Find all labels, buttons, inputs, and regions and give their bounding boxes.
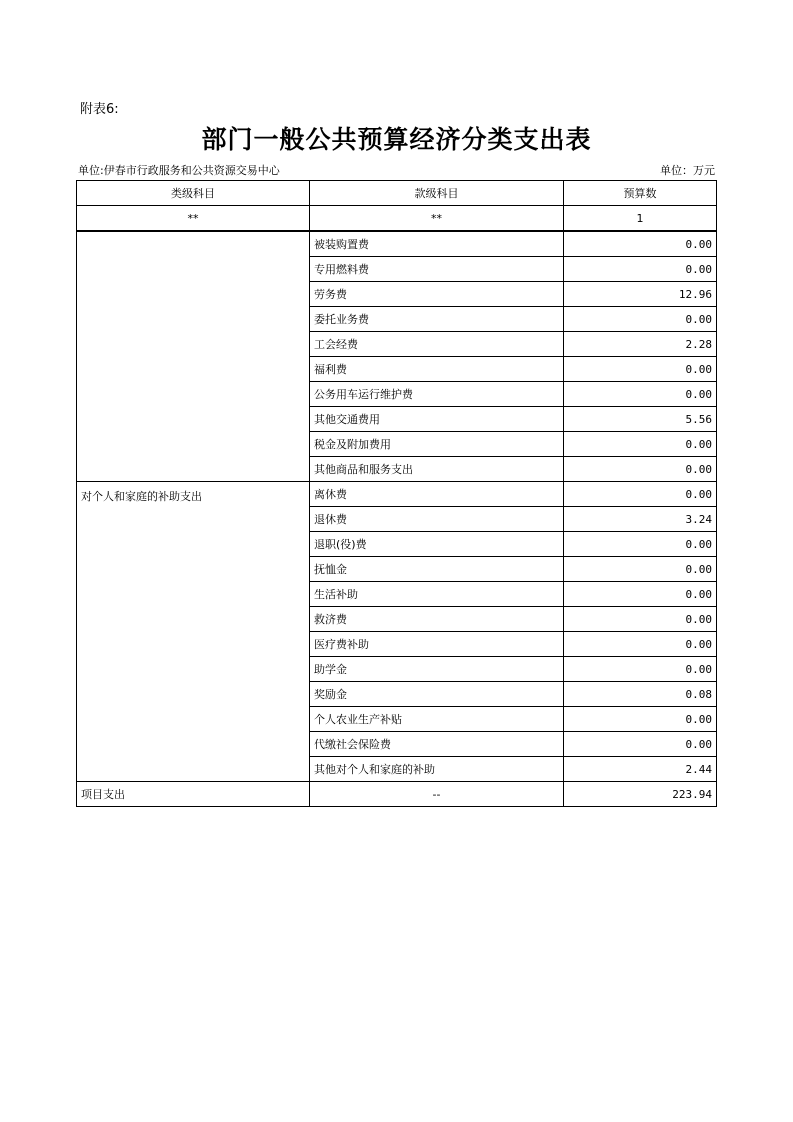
amount-cell: 0.00 xyxy=(564,357,717,382)
item-name-cell: 奖励金 xyxy=(310,682,564,707)
amount-cell: 3.24 xyxy=(564,507,717,532)
table-row xyxy=(77,231,717,257)
amount-cell: 0.00 xyxy=(564,432,717,457)
project-expense-row xyxy=(77,782,717,807)
amount-cell: 0.00 xyxy=(564,632,717,657)
amount-cell: 0.00 xyxy=(564,307,717,332)
unit-currency: 单位：万元 xyxy=(660,164,715,177)
item-name-cell: 劳务费 xyxy=(310,282,564,307)
item-name-cell: 抚恤金 xyxy=(310,557,564,582)
amount-cell: 5.56 xyxy=(564,407,717,432)
amount-cell: 0.00 xyxy=(564,532,717,557)
amount-cell: 0.00 xyxy=(564,657,717,682)
budget-table xyxy=(76,180,717,807)
amount-cell: 0.00 xyxy=(564,457,717,482)
amount-cell: 12.96 xyxy=(564,282,717,307)
item-name-cell: 委托业务费 xyxy=(310,307,564,332)
attachment-label: 附表6: xyxy=(80,102,119,117)
index-cell-amount: 1 xyxy=(564,206,717,232)
column-header-amount: 预算数 xyxy=(564,181,717,206)
item-name-cell: 医疗费补助 xyxy=(310,632,564,657)
item-name-cell: 福利费 xyxy=(310,357,564,382)
item-name-cell: 个人农业生产补贴 xyxy=(310,707,564,732)
footer-amount-cell: 223.94 xyxy=(564,782,717,807)
amount-cell: 0.00 xyxy=(564,707,717,732)
item-name-cell: 退休费 xyxy=(310,507,564,532)
column-header-category: 类级科目 xyxy=(77,181,310,206)
item-name-cell: 被装购置费 xyxy=(310,231,564,257)
table-index-row xyxy=(77,206,717,232)
item-name-cell: 其他商品和服务支出 xyxy=(310,457,564,482)
table-row xyxy=(77,482,717,507)
amount-cell: 0.00 xyxy=(564,732,717,757)
item-name-cell: 工会经费 xyxy=(310,332,564,357)
index-cell-category: ** xyxy=(77,206,310,232)
item-name-cell: 代缴社会保险费 xyxy=(310,732,564,757)
amount-cell: 0.08 xyxy=(564,682,717,707)
amount-cell: 0.00 xyxy=(564,257,717,282)
item-name-cell: 专用燃料费 xyxy=(310,257,564,282)
table-header-row xyxy=(77,181,717,206)
item-name-cell: 助学金 xyxy=(310,657,564,682)
item-name-cell: 税金及附加费用 xyxy=(310,432,564,457)
unit-organization: 单位:伊春市行政服务和公共资源交易中心 xyxy=(78,164,280,177)
category-cell: 对个人和家庭的补助支出 xyxy=(77,482,310,782)
amount-cell: 0.00 xyxy=(564,482,717,507)
index-cell-item: ** xyxy=(310,206,564,232)
item-name-cell: 退职(役)费 xyxy=(310,532,564,557)
page-title: 部门一般公共预算经济分类支出表 xyxy=(201,125,592,154)
amount-cell: 2.28 xyxy=(564,332,717,357)
item-name-cell: 其他对个人和家庭的补助 xyxy=(310,757,564,782)
budget-table-body xyxy=(77,181,717,807)
item-name-cell: 救济费 xyxy=(310,607,564,632)
amount-cell: 0.00 xyxy=(564,607,717,632)
item-name-cell: 生活补助 xyxy=(310,582,564,607)
footer-category-cell: 项目支出 xyxy=(77,782,310,807)
amount-cell: 0.00 xyxy=(564,557,717,582)
item-name-cell: 离休费 xyxy=(310,482,564,507)
column-header-item: 款级科目 xyxy=(310,181,564,206)
amount-cell: 2.44 xyxy=(564,757,717,782)
amount-cell: 0.00 xyxy=(564,582,717,607)
item-name-cell: 其他交通费用 xyxy=(310,407,564,432)
item-name-cell: 公务用车运行维护费 xyxy=(310,382,564,407)
amount-cell: 0.00 xyxy=(564,382,717,407)
amount-cell: 0.00 xyxy=(564,231,717,257)
footer-item-cell: -- xyxy=(310,782,564,807)
category-cell xyxy=(77,231,310,482)
